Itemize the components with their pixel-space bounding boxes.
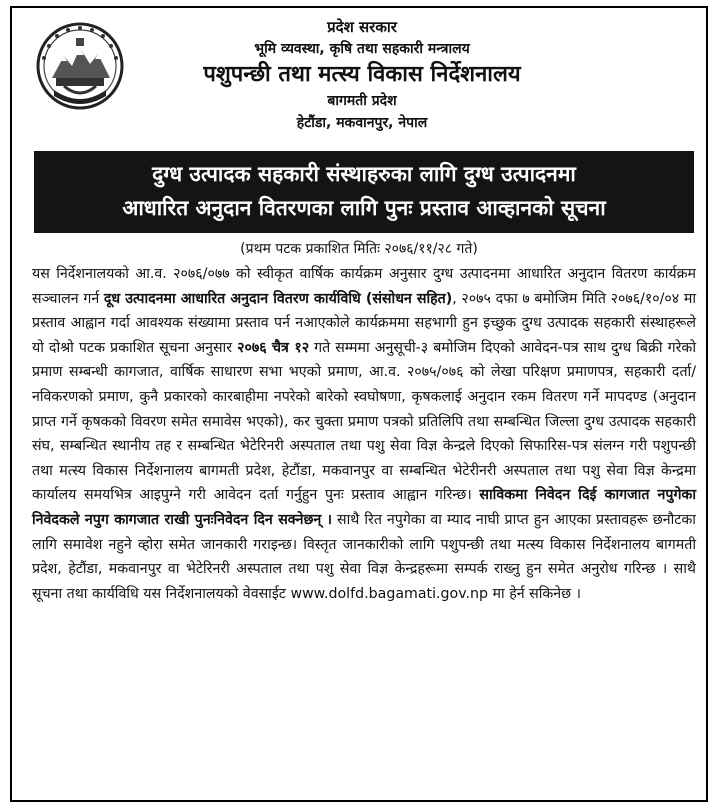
body-text-4: साथै रित नपुगेका वा म्याद नाघी प्राप्त हुन आएका प्रस्तावहरू छनौटका लागि समावेश नहुने व्होरा समेत जानकारी गराइन्छ। विस्तृत जानकारीको लागि पशुपन्छी तथा मत्स्य विकास निर्देशनालय बागमती प्रदेश, हेटौंडा, मकवानपुर वा भेटेरिनरी अस्पताल तथा पशु सेवा विज्ञ केन्द्रहरूमा सम्पर्क राख्नु हुन समेत अनुरोध गरिन्छ । साथै सूचना तथा कार्यविधि यस निर्देशनालयको वेवसाईट www.dolfd.bagamati.gov.np मा हेर्न सकिनेछ । — [32, 511, 696, 602]
office-address: हेटौंडा, मकवानपुर, नेपाल — [296, 115, 428, 131]
body-bold-1: दूध उत्पादनमा आधारित अनुदान वितरण कार्यविधि (संसोधन सहित) — [103, 290, 453, 307]
nepal-government-emblem-icon — [34, 20, 126, 112]
notice-title-line-2: आधारित अनुदान वितरणका लागि पुनः प्रस्ताव आव्हानको सूचना — [122, 196, 606, 220]
body-text-3: गते सम्ममा अनुसूची-३ बमोजिम दिएको आवेदन-पत्र साथ दुग्ध बिक्री गरेको प्रमाण सम्बन्धी कागजात, वार्षिक साधारण सभा भएको प्रमाण, आ.व. २०७५/०७६ को लेखा परिक्षण प्रमाणपत्र, सहकारी दर्ता/नविकरणको प्रमाण, कुनै प्रकारको कारबाहीमा नपरेको बारेको स्वघोषणा, कृषकलाई अनुदान रकम वितरण गर्ने मापदण्ड (अनुदान प्राप्त गर्ने कृषकको विवरण समेत समावेस भएको), कर चुक्ता प्रमाण पत्रको प्रतिलिपि तथा सम्बन्धित जिल्ला दुग्ध उत्पादक सहकारी संघ, सम्बन्धित स्थानीय तह र सम्बन्धित भेटेरिनरी अस्पताल तथा पशु सेवा विज्ञ केन्द्रले दिएको सिफारिस-पत्र संलग्न गरी पशुपन्छी तथा मत्स्य विकास निर्देशनालय बागमती प्रदेश, हेटौंडा, मकवानपुर वा सम्बन्धित भेटेरीनरी अस्पताल तथा पशु सेवा विज्ञ केन्द्रमा कार्यालय समयभित्र आइपुग्ने गरी आवेदन दर्ता गर्नुहुन पुनः प्रस्ताव आह्वान गरिन्छ। — [32, 339, 696, 504]
notice-body — [32, 262, 696, 606]
body-text-1: यस निर्देशनालयको आ.व. २०७६/०७७ को स्वीकृत वार्षिक कार्यक्रम अनुसार दुग्ध उत्पादनमा आधारित अनुदान वितरण कार्यक्रम सञ्चालन गर्न — [32, 266, 696, 307]
document-header — [132, 16, 592, 134]
body-bold-deadline: २०७६ चैत्र १२ — [237, 339, 310, 356]
directorate-name: पशुपन्छी तथा मत्स्य विकास निर्देशनालय — [203, 62, 521, 87]
province-name: बागमती प्रदेश — [327, 93, 397, 109]
notice-title-line-1: दुग्ध उत्पादक सहकारी संस्थाहरुका लागि दुग्ध उत्पादनमा — [152, 162, 576, 186]
notice-document — [10, 6, 708, 802]
body-bold-2: साविकमा निवेदन दिई कागजात नपुगेका निवेदकले नपुग कागजात राखी पुनःनिवेदन दिन सक्नेछन् । — [32, 487, 697, 528]
notice-title-banner — [34, 151, 694, 233]
publication-date: (प्रथम पटक प्रकाशित मितिः २०७६/११/२८ गते) — [240, 241, 478, 257]
body-text-2: , २०७५ दफा ७ बमोजिम मिति २०७६/१०/०४ मा प्रस्ताव आह्वान गर्दा आवश्यक संख्यामा प्रस्ताव पर्न नआएकोले कार्यक्रममा सहभागी हुन इच्छुक दुग्ध उत्पादक सहकारी संस्थाहरूले यो दोश्रो पटक प्रकाशित सूचना अनुसार — [32, 290, 697, 356]
government-name: प्रदेश सरकार — [327, 18, 397, 36]
ministry-name: भूमि व्यवस्था, कृषि तथा सहकारी मन्त्रालय — [254, 41, 470, 57]
